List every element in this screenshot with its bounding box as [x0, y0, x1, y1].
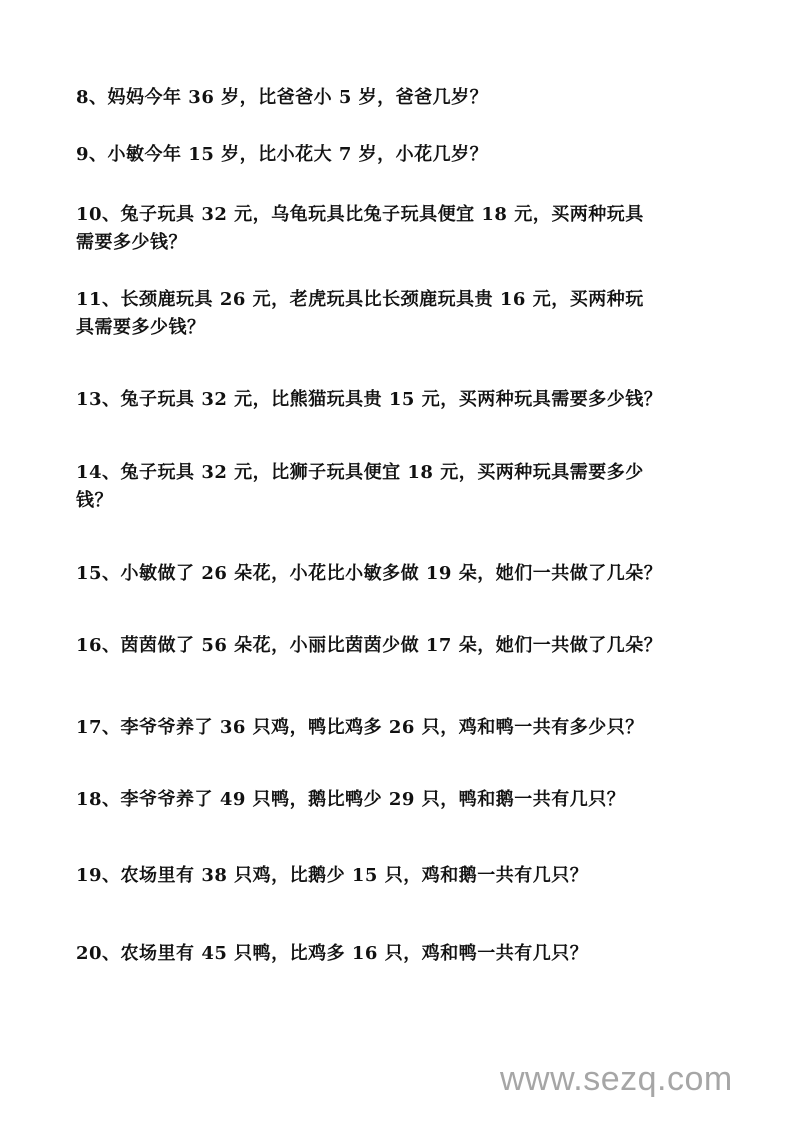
problem-text: 11、长颈鹿玩具 26 元，老虎玩具比长颈鹿玩具贵 16 元，买两种玩 — [76, 289, 644, 310]
problem-text: 15、小敏做了 26 朵花，小花比小敏多做 19 朵，她们一共做了几朵？ — [76, 563, 663, 584]
problem-text-continued: 具需要多少钱？ — [76, 317, 206, 338]
problem-9 — [76, 141, 716, 169]
problem-text: 19、农场里有 38 只鸡，比鹅少 15 只，鸡和鹅一共有几只？ — [76, 865, 589, 886]
problem-19 — [76, 862, 716, 890]
problem-8 — [76, 84, 716, 112]
problem-text: 9、小敏今年 15 岁，比小花大 7 岁，小花几岁？ — [76, 144, 489, 165]
problem-11 — [76, 286, 716, 342]
problem-15 — [76, 560, 716, 588]
problem-text-continued: 需要多少钱？ — [76, 232, 187, 253]
problem-text: 16、茵茵做了 56 朵花，小丽比茵茵少做 17 朵，她们一共做了几朵？ — [76, 635, 663, 656]
problem-14 — [76, 459, 716, 515]
problem-10 — [76, 201, 716, 257]
problem-text: 20、农场里有 45 只鸭，比鸡多 16 只，鸡和鸭一共有几只？ — [76, 943, 589, 964]
problem-20 — [76, 940, 716, 968]
problem-text: 13、兔子玩具 32 元，比熊猫玩具贵 15 元，买两种玩具需要多少钱？ — [76, 389, 663, 410]
problem-text: 10、兔子玩具 32 元，乌龟玩具比兔子玩具便宜 18 元，买两种玩具 — [76, 204, 644, 225]
problem-text-continued: 钱？ — [76, 490, 113, 511]
problem-18 — [76, 786, 716, 814]
problem-text: 8、妈妈今年 36 岁，比爸爸小 5 岁，爸爸几岁？ — [76, 87, 489, 108]
problem-text: 18、李爷爷养了 49 只鸭，鹅比鸭少 29 只，鸭和鹅一共有几只？ — [76, 789, 626, 810]
problem-16 — [76, 632, 716, 660]
problem-text: 17、李爷爷养了 36 只鸡，鸭比鸡多 26 只，鸡和鸭一共有多少只？ — [76, 717, 644, 738]
problem-text: 14、兔子玩具 32 元，比狮子玩具便宜 18 元，买两种玩具需要多少 — [76, 462, 644, 483]
problem-13 — [76, 386, 716, 414]
problem-17 — [76, 714, 716, 742]
watermark: www.sezq.com — [500, 1060, 733, 1098]
